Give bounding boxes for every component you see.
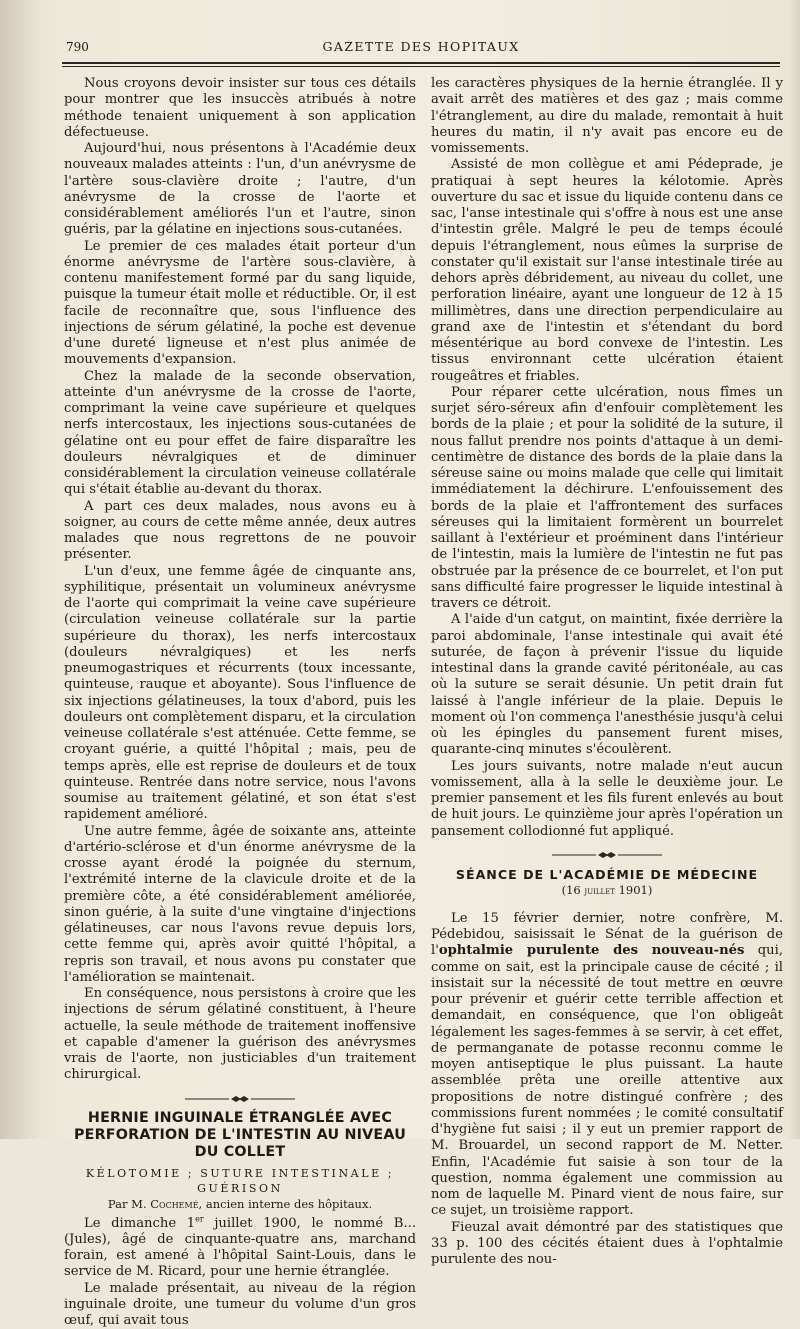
date-month: juillet bbox=[584, 886, 615, 897]
right-column bbox=[431, 76, 783, 1268]
page-edge-shadow bbox=[788, 0, 800, 1139]
paragraph: les caractères physiques de la hernie étranglée. Il y avait arrêt des matières et des gaz ; mais comme l'étranglement, au dire du malade, remontait à huit heures du matin, il n'y avait pas encore eu de vomissements. bbox=[431, 76, 783, 157]
superscript: er bbox=[195, 1214, 204, 1223]
paragraph: A part ces deux malades, nous avons eu à soigner, au cours de cette même année, deux autres malades que nous regrettons de ne pouvoir présenter. bbox=[64, 499, 416, 564]
page-header bbox=[62, 36, 780, 58]
text-run: Le 15 février dernier, notre confrère, M. Pédebidou, saisissait le Sénat de la guérison de l' bbox=[431, 911, 783, 959]
paragraph: Assisté de mon collègue et ami Pédeprade, je pratiquai à sept heures la kélotomie. Après ouverture du sac et issue du liquide contenu dans ce sac, l'anse intestinale qui s'offre à nous est une anse d'intestin grêle. Malgré le peu de temps écoulé depuis l'étranglement, nous eûmes la surprise de constater qu'il existait sur l'anse intestinale tirée au dehors après débridement, au niveau du collet, une perforation linéaire, ayant une longueur de 12 à 15 millimètres, dans une direction perpendiculaire au grand axe de l'intestin et s'étendant du bord mésentérique au bord convexe de l'intestin. Les tissus environnant cette ulcération étaient rougeâtres et friables. bbox=[431, 157, 783, 385]
bold-text: ophtalmie purulente des nouveau-nés bbox=[439, 943, 745, 958]
header-rule-thick bbox=[62, 62, 780, 64]
paragraph bbox=[64, 1216, 416, 1281]
text-run: Le dimanche 1 bbox=[84, 1216, 195, 1231]
author-prefix: Par M. bbox=[108, 1197, 147, 1211]
author-name: Cochemé, bbox=[150, 1197, 202, 1211]
article-title: HERNIE INGUINALE ÉTRANGLÉE AVEC PERFORATION DE L'INTESTIN AU NIVEAU DU COLLET bbox=[64, 1110, 416, 1161]
paragraph: A l'aide d'un catgut, on maintint, fixée derrière la paroi abdominale, l'anse intestinale qui avait été suturée, de façon à prévenir l'issue du liquide intestinal dans la grande cavité péritonéale, au cas où la suture se serait désunie. Un petit drain fut laissé à l'angle inférieur de la plaie. Depuis le moment où l'on commença l'anesthésie jusqu'à celui où les épingles du pansement furent mises, quarante-cinq minutes s'écoulèrent. bbox=[431, 612, 783, 758]
date-close: 1901) bbox=[619, 883, 653, 897]
text-run: juillet 1900, le nommé B... (Jules), âgé de cinquante-quatre ans, marchand forain, est amené à l'hôpital Saint-Louis, dans le service de M. Ricard, pour une hernie étranglée. bbox=[64, 1216, 416, 1280]
paragraph: Fieuzal avait démontré par des statistiques que 33 p. 100 des cécités étaient dues à l'ophtalmie purulente des nou- bbox=[431, 1220, 783, 1269]
section-title: SÉANCE DE L'ACADÉMIE DE MÉDECINE bbox=[431, 866, 783, 883]
author-suffix: ancien interne des hôpitaux. bbox=[206, 1197, 372, 1211]
paragraph: Pour réparer cette ulcération, nous fîmes un surjet séro-séreux afin d'enfouir complètement les bords de la plaie ; et pour la solidité de la suture, il nous fallut prendre nos points d'attaque à un demi-centimètre de distance des bords de la plaie dans la séreuse saine ou moins malade que celle qui limitait immédiatement la déchirure. L'enfouissement des bords de la plaie et l'affrontement des surfaces séreuses qui la limitaient formèrent un bourrelet saillant à l'extérieur et proéminent dans l'intérieur de l'intestin, mais la lumière de l'intestin ne fut pas obstruée par la présence de ce bourrelet, et l'on put sans difficulté faire progresser le liquide intestinal à travers ce détroit. bbox=[431, 385, 783, 613]
left-column bbox=[64, 76, 416, 1329]
paragraph: Les jours suivants, notre malade n'eut aucun vomissement, alla à la selle le deuxième jour. Le premier pansement et les fils furent enlevés au bout de huit jours. Le quinzième jour après l'opération un pansement collodionné fut appliqué. bbox=[431, 759, 783, 840]
paragraph: Chez la malade de la seconde observation, atteinte d'un anévrysme de la crosse de l'aorte, comprimant la veine cave supérieure et quelques nerfs intercostaux, les injections sous-cutanées de gélatine ont eu pour effet de faire disparaître les douleurs névralgiques et de diminuer considérablement la circulation veineuse collatérale qui s'était établie au-devant du thorax. bbox=[64, 369, 416, 499]
paragraph: Le malade présentait, au niveau de la région inguinale droite, une tumeur du volume d'un gros œuf, qui avait tous bbox=[64, 1281, 416, 1329]
page-number: 790 bbox=[66, 40, 89, 54]
paragraph: Aujourd'hui, nous présentons à l'Académie deux nouveaux malades atteints : l'un, d'un anévrysme de l'artère sous-clavière droite ; l'autre, d'un anévrysme de la crosse de l'aorte et considérablement améliorés l'un et l'autre, sinon guéris, par la gélatine en injections sous-cutanées. bbox=[64, 141, 416, 239]
paragraph: Le premier de ces malades était porteur d'un énorme anévrysme de l'artère sous-clavière, à contenu manifestement formé par du sang liquide, puisque la tumeur était molle et réductible. Or, il est facile de reconnaître que, sous l'influence des injections de sérum gélatiné, la poche est devenue d'une dureté ligneuse et n'est plus animée de mouvements d'expansion. bbox=[64, 239, 416, 369]
section-date bbox=[431, 883, 783, 899]
running-title: GAZETTE DES HOPITAUX bbox=[62, 39, 780, 54]
header-rule-thin bbox=[62, 66, 780, 67]
paragraph: En conséquence, nous persistons à croire que les injections de sérum gélatiné constituent, à l'heure actuelle, la seule méthode de traitement inoffensive et capable d'amener la guérison des anévrysmes vrais de l'aorte, non justiciables d'un traitement chirurgical. bbox=[64, 986, 416, 1084]
paragraph: L'un d'eux, une femme âgée de cinquante ans, syphilitique, présentait un volumineux anévrysme de l'aorte qui comprimait la veine cave supérieure (circulation veineuse collatérale sur la partie supérieure du thorax), les nerfs intercostaux (douleurs névralgiques) et les nerfs pneumogastriques et récurrents (toux incessante, quinteuse, rauque et aboyante). Sous l'influence de six injections gélatineuses, la toux d'abord, puis les douleurs ont complètement disparu, et la circulation veineuse collatérale s'est atténuée. Cette femme, se croyant guérie, a quitté l'hôpital ; mais, peu de temps après, elle est reprise de douleurs et de toux quinteuse. Rentrée dans notre service, nous l'avons soumise au traitement gélatiné, et son état s'est rapidement amélioré. bbox=[64, 564, 416, 824]
paragraph: Nous croyons devoir insister sur tous ces détails pour montrer que les insuccès atribués à notre méthode tenaient uniquement à son application défectueuse. bbox=[64, 76, 416, 141]
article-author bbox=[64, 1197, 416, 1212]
article-subtitle: KÉLOTOMIE ; SUTURE INTESTINALE ; GUÉRISON bbox=[64, 1166, 416, 1196]
text-run: qui, comme on sait, est la principale cause de cécité ; il insistait sur la nécessité de tout mettre en œuvre pour prévenir et guérir cette terrible affection et demandait, en conséquence, que l'on obligeât légalement les sages-femmes à se servir, à cet effet, de permanganate de potasse reconnu comme le moyen antiseptique le plus puissant. La haute assemblée prêta une oreille attentive aux propositions de notre distingué confrère ; des commissions furent nommées ; le comité consultatif d'hygiène fut saisi ; il y eut un premier rapport de M. Brouardel, un second rapport de M. Netter. Enfin, l'Académie fut saisie à son tour de la question, nomma également une commission au nom de laquelle M. Pinard vient de nous faire, sur ce sujet, un troisième rapport. bbox=[431, 943, 783, 1218]
binding-shadow bbox=[0, 0, 40, 1139]
section-separator bbox=[185, 1095, 295, 1103]
paragraph: Une autre femme, âgée de soixante ans, atteinte d'artério-sclérose et d'un énorme anévrysme de la crosse ayant érodé la poignée du sternum, l'extrémité interne de la clavicule droite et de la première côte, a été considérablement améliorée, sinon guérie, à la suite d'une vingtaine d'injections gélatineuses, car nous l'avons revue depuis lors, cette femme qui, après avoir quitté l'hôpital, a repris son travail, et nous avons pu constater que l'amélioration se maintenait. bbox=[64, 824, 416, 987]
paragraph bbox=[431, 911, 783, 1220]
date-open: (16 bbox=[562, 883, 581, 897]
section-separator bbox=[552, 851, 662, 859]
